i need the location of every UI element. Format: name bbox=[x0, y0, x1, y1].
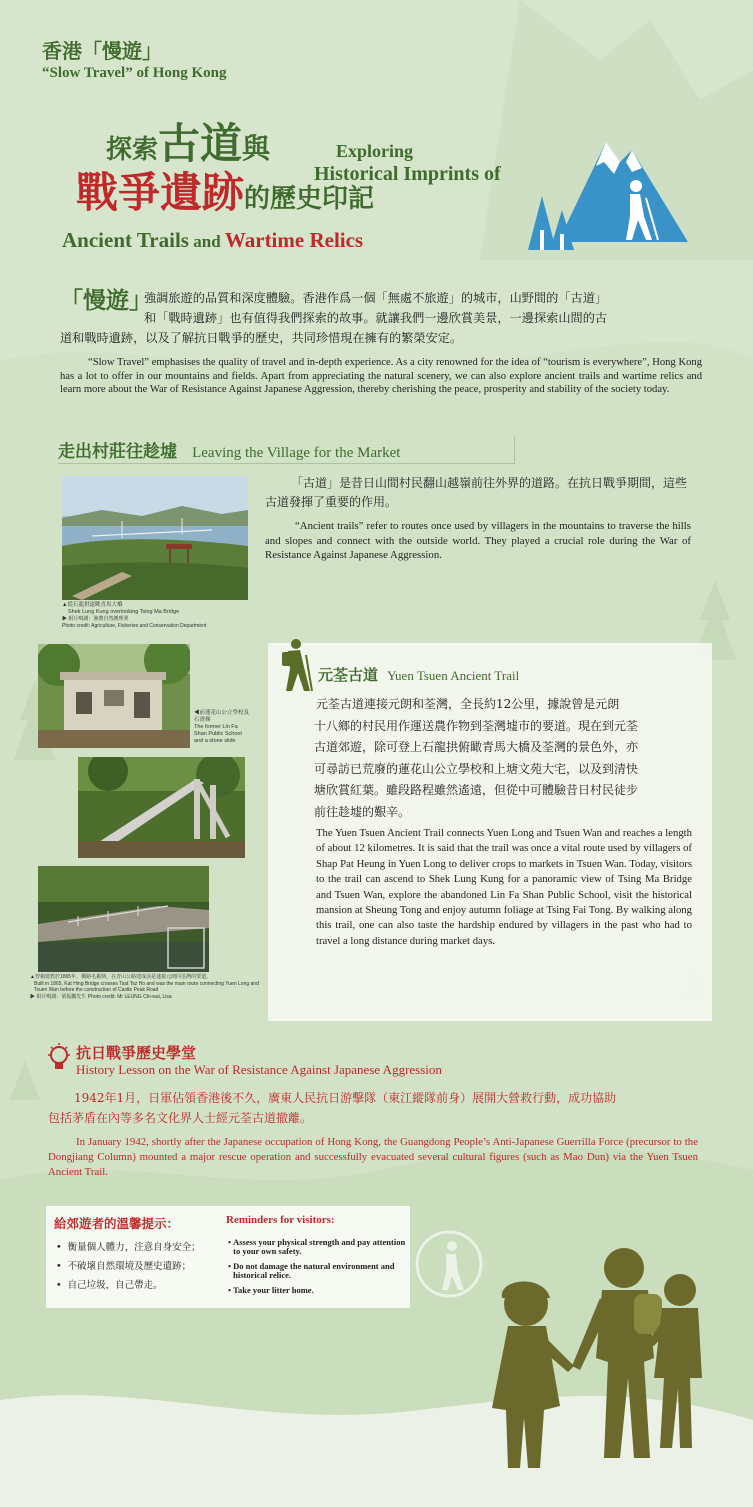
photo1-caption bbox=[62, 602, 262, 630]
reminder-en-2: • Do not damage the natural environment and historical relice. bbox=[228, 1261, 395, 1280]
series-heading bbox=[42, 38, 226, 82]
intro-drop-word: 「慢遊」 bbox=[60, 287, 152, 314]
title-zh-part2: 古道 bbox=[158, 119, 243, 168]
title-zh-part4: 戰爭遺跡 bbox=[76, 168, 245, 217]
title-en-ancient: Ancient Trails bbox=[62, 228, 189, 252]
section1-zh: 「古道」是昔日山間村民翻山越嶺前往外界的道路。在抗日戰爭期間，這些古道發揮了重要的作用。 bbox=[265, 476, 688, 509]
photo1-credit-en: Photo credit: Agriculture, Fisheries and Conservation Department bbox=[62, 623, 207, 629]
intro-zh-line3: 道和戰時遺跡，以及了解抗日戰爭的歷史，共同珍惜現在擁有的繁榮安定。 bbox=[60, 331, 463, 345]
reminders-title-en: Reminders for visitors: bbox=[226, 1214, 335, 1226]
section1-text bbox=[265, 474, 691, 563]
photo2-caption-en1: The former Lin Fa bbox=[194, 724, 238, 730]
mountain-hiker-logo bbox=[528, 122, 694, 254]
photo1-credit-zh: ▶ 相片鳴謝：漁農自然護理署 bbox=[62, 616, 129, 622]
reminders-list-zh bbox=[56, 1238, 221, 1295]
photo4-caption-en: Built in 1865, Kat Hing Bridge crosses Tsat Tsz Ho and was the main route connecting Yuen Long and Tsuen Wan before the construction of Castle Peak Road bbox=[34, 980, 259, 993]
yuen-tsuen-en: The Yuen Tsuen Ancient Trail connects Yuen Long and Tsuen Wan and reaches a length of about 12 kilometres. It is said that the trail was once a vital route used by villagers of Shap Pat Heung in Yuen Long to deliver crops to markets in Tsuen Wan. Today, visitors to the trail can ascend to Shek Lung Kung for a panoramic view of Tsing Ma Bridge and Tsuen Wan, explore the abandoned Lin Fa Shan Public School, visit the historical mansion at Sheung Tong and enjoy autumn foliage at Tsing Fai Tong. By walking along this trail, one can also taste the hardship endured by villagers in the past who had to travel a long distance during market days. bbox=[316, 827, 692, 947]
family-hikers-illustration bbox=[484, 1238, 724, 1500]
reminder-zh-2: • 不破壞自然環境及歷史遺跡； bbox=[56, 1261, 192, 1272]
photo2-caption-en2: Shan Public School bbox=[194, 731, 242, 737]
yuen-tsuen-zh-line4: 可尋訪已荒廢的蓮花山公立學校和上塘文苑大宅，以及到清快 bbox=[314, 761, 639, 776]
title-en-line2: Historical Imprints of bbox=[314, 163, 501, 185]
history-title-zh: 抗日戰爭歷史學堂 bbox=[76, 1044, 197, 1062]
title-zh-part5: 的歷史印記 bbox=[244, 184, 375, 214]
section1-title-zh: 走出村莊往趁墟 bbox=[58, 442, 177, 462]
main-title bbox=[62, 108, 556, 258]
faded-hiker-icon bbox=[414, 1224, 484, 1304]
history-zh-line2: 包括茅盾在內等多名文化界人士經元荃古道撤離。 bbox=[48, 1111, 313, 1125]
title-en-line1: Exploring bbox=[336, 141, 414, 161]
photo2-caption-zh: ◀前蓮花山公立學校及石滑梯 bbox=[194, 710, 250, 723]
title-zh-part3: 與 bbox=[242, 132, 271, 165]
yuen-tsuen-title-zh: 元荃古道 bbox=[318, 666, 379, 684]
hiker-icon bbox=[280, 637, 316, 693]
photo1-caption-en: Shek Lung Kung overlooking Tsing Ma Bridge bbox=[68, 609, 180, 615]
reminder-en-1: • Assess your physical strength and pay attention to your own safety. bbox=[228, 1237, 406, 1256]
history-en: In January 1942, shortly after the Japanese occupation of Hong Kong, the Guangdong People’s Anti-Japanese Guerrilla Force (precursor to the Dongjiang Column) mounted a major rescue operation and successfully evacuated several cultural figures (such as Mao Dun) via the Yuen Tsuen Ancient Trail. bbox=[48, 1136, 698, 1178]
yuen-tsuen-zh-line6: 前往趁墟的艱辛。 bbox=[314, 804, 411, 819]
title-en-wartime: Wartime Relics bbox=[224, 228, 364, 252]
history-zh bbox=[48, 1088, 708, 1128]
yuen-tsuen-zh bbox=[314, 694, 694, 823]
photo2-caption-en3: and a stone slide bbox=[194, 738, 236, 744]
history-zh-line1: 1942年1月，日軍佔領香港後不久，廣東人民抗日游擊隊（東江縱隊前身）展開大營救行動，成功協助 bbox=[74, 1091, 617, 1105]
history-heading bbox=[76, 1044, 442, 1078]
history-title-en: History Lesson on the War of Resistance Against Japanese Aggression bbox=[76, 1062, 442, 1077]
reminder-zh-1: • 衡量個人體力，注意自身安全； bbox=[56, 1242, 201, 1253]
photo-kat-hing-bridge bbox=[38, 866, 209, 972]
section1-en: “Ancient trails” refer to routes once used by villagers in the mountains to traverse the hills and slopes and connect with the outside world. They played a crucial role during the War of Resistance Against Japanese Aggression. bbox=[265, 520, 691, 561]
photo-lin-fa-shan-school bbox=[38, 644, 190, 748]
lightbulb-icon bbox=[46, 1042, 72, 1072]
intro-en: “Slow Travel” emphasises the quality of travel and in-depth experience. As a city renowned for the idea of “tourism is everywhere”, Hong Kong has a lot to offer in our mountains and fields. Apart from appreciating the natural scenery, we can also explore ancient trails and wartime relics and learn more about the War of Resistance Against Japanese Aggression, thereby cherishing the peace, prosperity and stability of the society today. bbox=[60, 357, 702, 395]
intro-zh-line2: 和「戰時遺跡」也有值得我們探索的故事。就讓我們一邊欣賞美景，一邊探索山間的古 bbox=[144, 311, 608, 325]
photo-shek-lung-kung bbox=[62, 476, 248, 600]
title-zh-part1: 探索 bbox=[106, 135, 159, 165]
reminder-en-3: • Take your litter home. bbox=[228, 1285, 314, 1295]
yuen-tsuen-zh-line5: 塘欣賞紅葉。雖段路程雖然遙遠，但從中可體驗昔日村民徒步 bbox=[314, 783, 639, 797]
series-title-en: “Slow Travel” of Hong Kong bbox=[42, 65, 227, 81]
photo4-caption bbox=[30, 974, 264, 1000]
photo-stone-slide bbox=[78, 757, 245, 858]
reminders-title-zh: 給郊遊者的溫馨提示： bbox=[54, 1216, 180, 1231]
yuen-tsuen-zh-line1: 元荃古道連接元朗和荃灣，全長約12公里，據說曾是元朗 bbox=[316, 697, 620, 711]
yuen-tsuen-heading bbox=[318, 664, 519, 685]
photo4-credit: ▶ 相片鳴謝：梁振鵬先生 Photo credit: Mr LEUNG Chi-wai, Lisa bbox=[30, 993, 172, 1000]
section1-heading bbox=[58, 437, 515, 464]
series-title-zh: 香港「慢遊」 bbox=[42, 39, 162, 63]
section1-title-en: Leaving the Village for the Market bbox=[192, 445, 401, 461]
yuen-tsuen-zh-line3: 古道郊遊，除可登上石龍拱俯瞰青馬大橋及荃灣的景色外，亦 bbox=[314, 740, 639, 754]
photo4-caption-zh: ▲曾楊建碧於1865年，橋路毛掘倒，在青山公路建成前是連接元朗同荃灣的要道。 bbox=[30, 974, 212, 980]
yuen-tsuen-zh-line2: 十八鄉的村民用作運送農作物到荃灣墟市的要道。現在到元荃 bbox=[314, 718, 639, 733]
intro-zh-line1: 強調旅遊的品質和深度體驗。香港作爲一個「無處不旅遊」的城市，山野間的「古道」 bbox=[144, 291, 608, 305]
reminders-box bbox=[46, 1206, 410, 1308]
reminders-list-en bbox=[228, 1238, 408, 1295]
photo2-caption bbox=[194, 710, 254, 745]
photo1-caption-zh: ▲從石龍拱遠眺青馬大橋 bbox=[62, 602, 123, 608]
yuen-tsuen-title-en: Yuen Tsuen Ancient Trail bbox=[387, 668, 520, 683]
reminder-zh-3: • 自己垃圾，自己帶走。 bbox=[56, 1280, 163, 1291]
title-en-and: and bbox=[188, 232, 225, 251]
